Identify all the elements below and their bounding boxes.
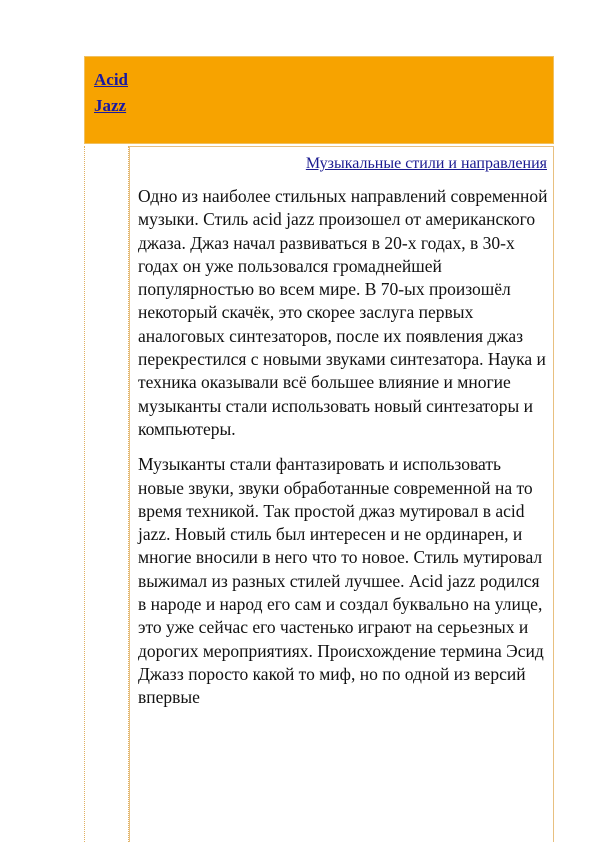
paragraph: Одно из наиболее стильных направлений современной музыки. Стиль acid jazz произошел от американского джаза. Джаз начал развиваться в 20-х годах, в 30-х годах он уже пользовался громаднейшей популярностью во всем мире. В 70-ых произошёл некоторый скачёк, это скорее заслуга первых аналоговых синтезаторов, после их появления джаз перекрестился с новыми звуками синтезатора. Наука и техника оказывали всё большее влияние и многие музыканты стали использовать новый синтезаторы и компьютеры. [138, 186, 548, 439]
music-styles-link[interactable]: Музыкальные стили и направления [305, 155, 547, 172]
paragraph: Музыканты стали фантазировать и использовать новые звуки, звуки обработанные современной на то время техникой. Так простой джаз мутировал в acid jazz. Новый стиль был интересен и не ординарен, и многие вносили в него что то новое. Стиль мутировал выжимал из разных стилей лучшее. Acid jazz родился в народе и народ его сам и создал буквально на улице, это уже сейчас его частенько играют на серьезных и дорогих мероприятиях. Происхождение термина Эсид Джазз поросто какой то миф, но по одной из версий впервые [138, 454, 544, 708]
left-column [84, 146, 129, 842]
header-band [84, 56, 554, 144]
content-box [129, 146, 554, 842]
acid-jazz-link[interactable]: Acid Jazz [94, 70, 128, 115]
article-body [138, 185, 550, 722]
